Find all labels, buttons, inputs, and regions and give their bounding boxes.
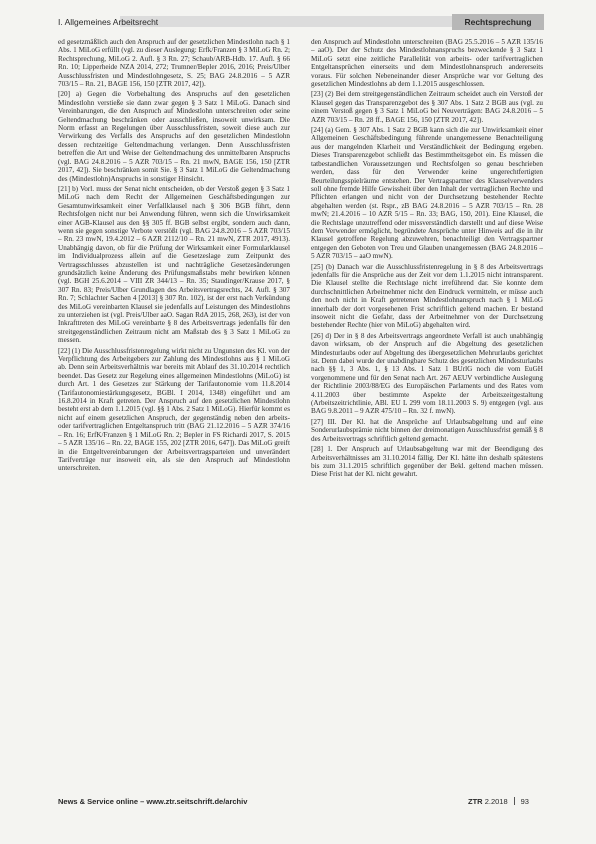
header-section-label: I. Allgemeines Arbeitsrecht [58,17,159,27]
paragraph: [23] (2) Bei dem streitgegenständlichen Zeitraum scheidet auch ein Verstoß der Klausel gegen das Transparenzgebot des § 307 Abs. 1 Satz 2 BGB aus (vgl. zu einem Verstoß gegen § 3 Satz 1 MiLoG bei Neuverträgen: BAG 24.8.2016 – 5 AZR 703/15 – Rn. 28 ff., BAGE 156, 150 [ZTR 2017, 42]). [311,90,543,124]
paragraph: [26] d) Der in § 8 des Arbeitsvertrags angeordnete Verfall ist auch unabhängig davon wirksam, ob der Anspruch auf die Abgeltung des gesetzlichen Mindesturlaubs oder auf Abgeltung des übergesetzlichen Mehrurlaubs gerichtet ist. Denn dabei wurde der unabdingbare Schutz des gesetzlichen Mindesturlaubs nach §§ 1, 3 Abs. 1, § 13 Abs. 1 Satz 1 BUrlG noch die vom EuGH vorgenommene und für den Senat nach Art. 267 AEUV verbindliche Auslegung der Richtlinie 2003/88/EG des Europäischen Parlaments und des Rates vom 4.11.2003 über bestimmte Aspekte der Arbeitszeitgestaltung (Arbeitszeitrichtlinie, ABl. EU L 299 vom 18.11.2003 S. 9) entgegen (vgl. aus BAG 9.8.2011 – 9 AZR 475/10 – Rn. 32 f. mwN). [311,331,543,416]
running-header-section [54,14,284,30]
paragraph: [22] (1) Die Ausschlussfristenregelung wirkt nicht zu Ungunsten des Kl. von der Verpflichtung des Arbeitgebers zur Zahlung des Mindestlohns aus § 1 MiLoG ab. Denn sein Arbeitsverhältnis war bereits mit Ablauf des 31.10.2014 rechtlich beendet. Das Gesetz zur Regelung eines allgemeinen Mindestlohns (MiLoG) ist durch Art. 1 des Gesetzes zur Stärkung der Tarifautonomie vom 11.8.2014 (Tarifautonomiestärkungsgesetz, BGBl. I 2014, 1348) eingeführt und am 16.8.2014 in Kraft getreten. Der Anspruch auf den gesetzlichen Mindestlohn besteht erst ab dem 1.1.2015 (vgl. §§ 1 Abs. 2 Satz 1 MiLoG). Hierfür kommt es nicht auf einem gesetzlichen Anspruch, der gegenständig neben den arbeits- oder tarifvertraglichen Entgeltanspruch tritt (BAG 21.12.2016 – 5 AZR 374/16 – Rn. 16; ErfK/Franzen § 1 MiLoG Rn. 2; Bepler in FS Richardi 2017, S. 2015 – 5 AZR 135/16 – Rn. 22, BAGE 155, 202 [ZTR 2016, 647]). Das MiLoG greift in die Entgeltvereinbarungen der Arbeitsvertragsparteien und unverändert Tarifverträge nur insoweit ein, als sie den Anspruch auf Mindestlohn unterschreiten. [58,346,290,473]
paragraph: ed gesetzmäßlich auch den Anspruch auf der gesetzlichen Mindestlohn nach § 1 Abs. 1 MiLoG erfüllt (vgl. zu dieser Auslegung: Erfk/Franzen § 3 MiLoG Rn. 2; Rechtsprechung, MiLoG 2. Aufl. § 3 Rn. 27; Schaub/ARB-Hdb. 17. Aufl. § 66 Rn. 10; Lipperheide NZA 2014, 272; Trumner/Bepler 2016, 2016; Preis/Ulber Ausschlussfristen und Mindestlohngesetz, S. 25; BAG 24.8.2016 – 5 AZR 703/15 – Rn. 21, BAGE 156, 150 [ZTR 2017, 42]). [58,38,290,89]
footer-issue-info [468,797,529,806]
footer-separator [514,797,515,805]
footer-service-link: News & Service online – www.ztr.seitschrift.de/archiv [58,797,248,806]
footer-issue: 2.2018 [484,797,508,806]
paragraph: [21] b) Vorl. muss der Senat nicht entscheiden, ob der Verstoß gegen § 3 Satz 1 MiLoG nach dem Recht der Allgemeinen Geschäftsbedingungen zur Gesamtunwirksamkeit einer Verfallklausel nach § 306 BGB führt, denn Rechtsfolgen nicht nur bei Anwendung führen, wenn sich die Unwirksamkeit einer AGB-Klausel aus den §§ 305 ff. BGB selbst ergibt, sondern auch dann, wenn sie gegen sonstige Verbote verstößt (vgl. BAG 24.8.2016 – 5 AZR 703/15 – Rn. 23 mwN, 19.4.2012 – 6 AZR 2112/10 – Rn. 21 mwN, ZTR 2017, 4913). Unabhängig davon, ob für die Prüfung der Wirksamkeit einer Formularklausel im Individualprozess allein auf die Gesetzeslage zum Zeitpunkt des Vertragsschlusses abzustellen ist und nachträgliche Gesetzesänderungen grundsätzlich keine Änderung des Prüfungsmaßstabs mehr bewirken können (vgl. BGH 25.6.2014 – VIII ZR 344/13 – Rn. 35; Staudinger/Krause 2017, § 307 Rn. 83; Preis/Ulber Grundlagen des Arbeitsvertragsrechts, 24. Aufl. § 307 Rn. 7; Schlachter Sachen 4 [2013] § 307 Rn. 102), ist der erst nach Verkündung des MiLoG vereinbarten Klausel sie jedenfalls auf Leistungen des Mindestlohns zu unterziehen ist (vgl. Preis/Ulber aaO. Sagan RdA 2015, 268, 263), ist der von Inkrafttreten des MiLoG vereinbarte § 8 des Arbeitsvertrags jedenfalls für den streitgegenständlichen Zeitraum nicht am Maßstab des § 3 Satz 1 MiLoG zu messen. [58,184,290,345]
left-column [58,38,290,790]
paragraph: [28] 1. Der Anspruch auf Urlaubsabgeltung war mit der Beendigung des Arbeitsverhältnisses am 31.10.2014 fällig. Der Kl. hätte ihn deshalb spätestens bis zum 31.1.2015 schriftlich gegenüber der Bekl. geltend machen müssen. Diese Frist hat der Kl. nicht gewahrt. [311,445,543,479]
footer-page-number: 93 [520,797,529,806]
paragraph: [25] (b) Danach war die Ausschlussfristenregelung in § 8 des Arbeitsvertrags jedenfalls für die Ansprüche aus der Zeit vor dem 1.1.2015 nicht intransparent. Die Klausel stellte die Rechtslage nicht irreführend dar. Sie konnte dem durchschnittlichen Arbeitnehmer nicht den Eindruck vermitteln, er müsse auch den noch nicht in Kraft getretenen Mindestlohnanspruch nach § 1 MiLoG innerhalb der dort vorgesehenen Frist schriftlich geltend machen. Er bestand insoweit nicht die Gefahr, dass der Arbeitnehmer von der Durchsetzung bestehender Rechte (hier von MiLoG) abgehalten wird. [311,262,543,330]
running-header-category: Rechtsprechung [452,14,544,30]
paragraph: [24] (a) Gem. § 307 Abs. 1 Satz 2 BGB kann sich die zur Unwirksamkeit einer Allgemeinen Geschäftsbedingung führende unangemessene Benachteiligung aus der mangelnden Klarheit und Verständlichkeit der Bedingung ergeben. Dieses Transparenzgebot schließt das Bestimmtheitsgebot ein. Es müssen die tatbestandlichen Voraussetzungen und Rechtsfolgen so genau beschrieben werden, dass für den Verwender keine ungerechtfertigten Beurteilungsspielräume entstehen. Der Vertragspartner des Klauselverwenders soll ohne fremde Hilfe Gewissheit über den Inhalt der vertraglichen Rechte und Pflichten erlangen und nicht von der Durchsetzung bestehender Rechte abgehalten werden (st. Rspr., zB BAG 24.8.2016 – 5 AZR 703/15 – Rn. 28 mwN; 21.4.2016 – 10 AZR 5/15 – Rn. 33; BAG, 150, 201). Eine Klausel, die die Rechtslage unzutreffend oder missverständlich darstellt und auf diese Weise dem Verwender ermöglicht, begründete Ansprüche unter Hinweis auf die in ihr Klausel getroffene Regelung abzuwehren, benachteiligt den Vertragspartner entgegen den Geboten von Treu und Glauben unangemessen (BAG 24.8.2016 – 5 AZR 703/15 – aaO mwN). [311,126,543,261]
right-column [311,38,543,790]
paragraph: den Anspruch auf Mindestlohn unterschreiten (BAG 25.5.2016 – 5 AZR 135/16 – aaO). Der der Schutz des Mindestlohnanspruchs bezweckende § 3 Satz 1 MiLoG setzt eine zeitliche Parallelität von arbeits- oder tarifvertraglichen Entgeltansprüchen einerseits und dem Mindestlohnanspruch andererseits voraus. Für solchen Nebeneinander dieser Ansprüche war vor Geltung des gesetzlichen Mindestlohns ab dem 1.1.2015 ausgeschlossen. [311,38,543,89]
paragraph: [27] III. Der Kl. hat die Ansprüche auf Urlaubsabgeltung und auf eine Sonderurlaubsprämie nicht binnen der dreimonatigen Ausschlussfrist gemäß § 8 des Arbeitsvertrags schriftlich geltend gemacht. [311,417,543,443]
paragraph: [20] a) Gegen die Vorbehaltung des Anspruchs auf den gesetzlichen Mindestlohn verstieße sie dann zwar gegen § 3 Satz 1 MiLoG. Danach sind Vereinbarungen, die den Anspruch auf Mindestlohn unterschreiten oder seine Geltendmachung beschränken oder ausschließen, insoweit unwirksam. Die Norm erfasst an Regelungen über Ausschlussfristen, soweit diese auch zur Verwirkung des Verfalls des Anspruchs auf den gesetzlichen Mindestlohn dessen rechtzeitige Geltendmachung verlangen. Denn Ausschlussfristen betreffen die Art und Weise der Geltendmachung des unmittelbaren Anspruchs (vgl. BAG 24.8.2016 – 5 AZR 703/15 – Rn. 21 mwN, BAGE 156, 150 [ZTR 2017, 42]). Sie beschränken somit Sie. § 3 Satz 1 MiLoG die Geltendmachung des (Mindestlohn)Anspruchs in sonstiger Hinsicht. [58,90,290,183]
footer-journal: ZTR [468,797,483,806]
